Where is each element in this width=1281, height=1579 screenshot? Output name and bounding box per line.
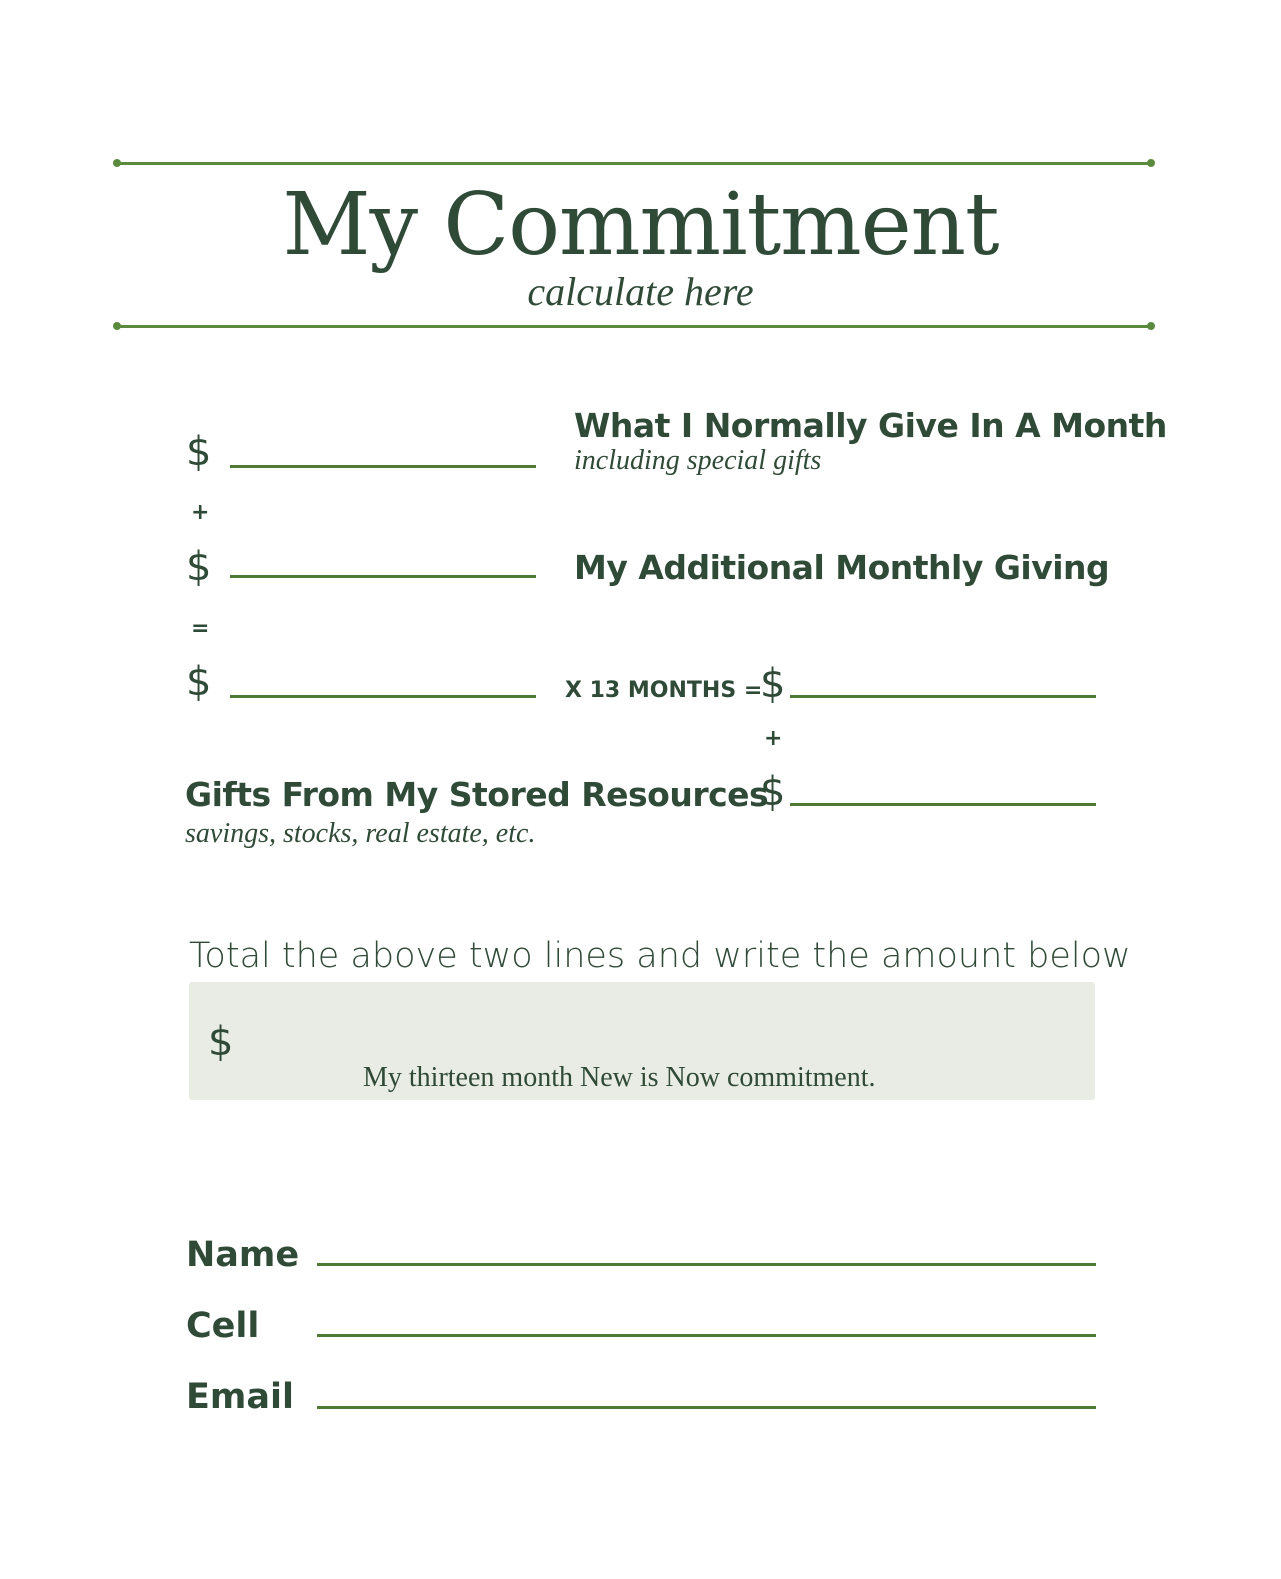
name-field-line[interactable] (317, 1263, 1096, 1266)
row2-title: My Additional Monthly Giving (574, 548, 1110, 587)
multiplier-label: X 13 MONTHS = (565, 678, 763, 703)
page-subtitle: calculate here (527, 269, 754, 314)
row3-dollar-sign: $ (186, 659, 212, 705)
total-dollar-sign: $ (208, 1019, 234, 1065)
stored-resources-amount-line[interactable] (790, 803, 1096, 806)
email-label: Email (186, 1377, 294, 1417)
row2-dollar-sign: $ (186, 544, 212, 590)
name-label: Name (186, 1235, 300, 1275)
total-instruction: Total the above two lines and write the amount below (189, 936, 1131, 976)
row2-amount-line[interactable] (230, 575, 536, 578)
equals-sign: = (191, 616, 210, 641)
header-bottom-rule-right-dot (1147, 322, 1155, 330)
cell-field-line[interactable] (317, 1334, 1096, 1337)
row1-title: What I Normally Give In A Month (574, 406, 1167, 445)
total-caption: My thirteen month New is Now commitment. (363, 1062, 876, 1093)
stored-resources-subtitle: savings, stocks, real estate, etc. (185, 818, 536, 849)
header-bottom-rule (117, 325, 1153, 328)
row1-amount-line[interactable] (230, 465, 536, 468)
thirteen-month-dollar-sign: $ (760, 661, 786, 707)
stored-resources-title: Gifts From My Stored Resources (185, 775, 769, 814)
header-top-rule-left-dot (113, 159, 121, 167)
header-top-rule (117, 162, 1153, 165)
row1-dollar-sign: $ (186, 429, 212, 475)
stored-resources-dollar-sign: $ (760, 769, 786, 815)
thirteen-month-amount-line[interactable] (790, 695, 1096, 698)
row1-subtitle: including special gifts (574, 445, 822, 476)
cell-label: Cell (186, 1306, 260, 1346)
email-field-line[interactable] (317, 1406, 1096, 1409)
total-amount-box[interactable] (189, 982, 1095, 1100)
row3-amount-line[interactable] (230, 695, 536, 698)
plus-sign-2: + (764, 726, 783, 751)
header-bottom-rule-left-dot (113, 322, 121, 330)
plus-sign-1: + (191, 500, 210, 525)
page-title: My Commitment (282, 175, 999, 275)
header-top-rule-right-dot (1147, 159, 1155, 167)
